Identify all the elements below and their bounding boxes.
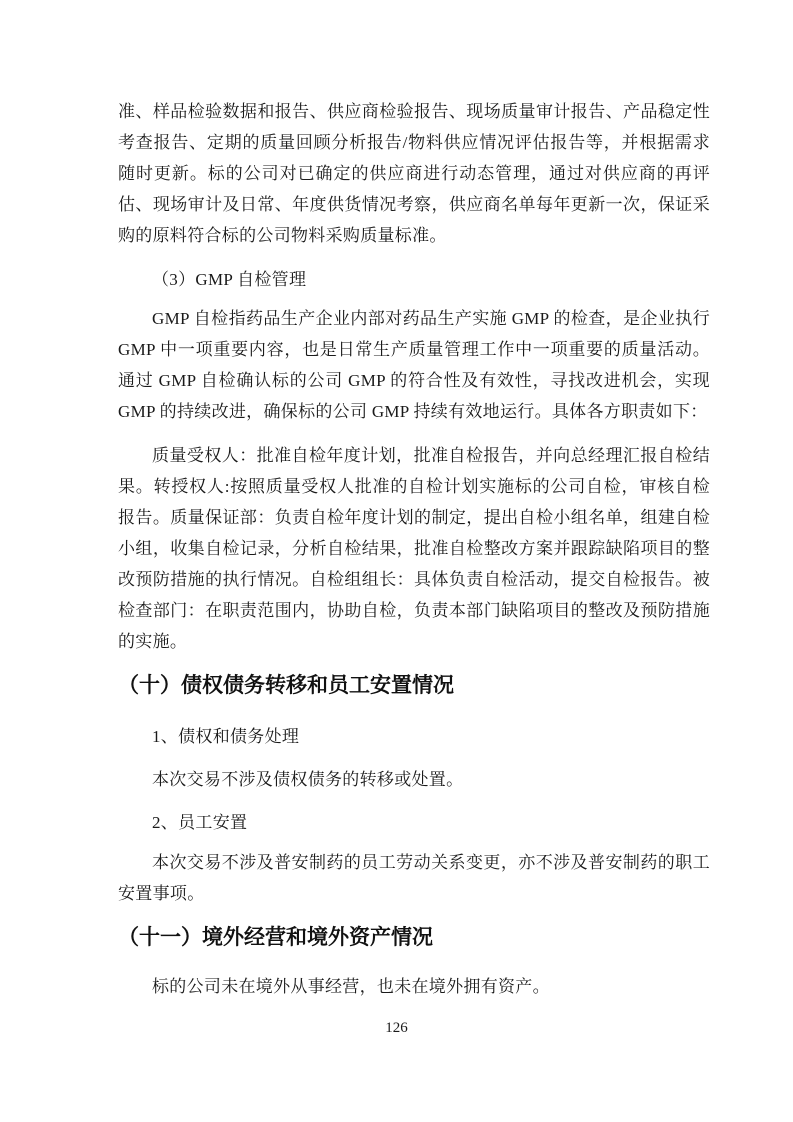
paragraph-employee-placement-statement: 本次交易不涉及普安制药的员工劳动关系变更，亦不涉及普安制药的职工安置事项。 bbox=[118, 853, 710, 903]
document-content bbox=[118, 0, 710, 1002]
item-creditor-and-debt-handling: 1、债权和债务处理 bbox=[152, 727, 300, 746]
subheading-gmp-self-inspection: （3）GMP 自检管理 bbox=[152, 270, 307, 289]
paragraph-gmp-intro: GMP 自检指药品生产企业内部对药品生产实施 GMP 的检查，是企业执行 GMP 中一项重要内容，也是日常生产质量管理工作中一项重要的质量活动。通过 GMP 自检确认标的公司 GMP 的符合性及有效性，寻找改进机会，实现 GMP 的持续改进，确保标的公司 GMP 持续有效地运行。具体各方职责如下： bbox=[118, 309, 710, 421]
paragraph-supplier-management-continuation: 准、样品检验数据和报告、供应商检验报告、现场质量审计报告、产品稳定性考查报告、定期的质量回顾分析报告/物料供应情况评估报告等，并根据需求随时更新。标的公司对已确定的供应商进行动态管理，通过对供应商的再评估、现场审计及日常、年度供货情况考察，供应商名单每年更新一次，保证采购的原料符合标的公司物料采购质量标准。 bbox=[118, 102, 710, 245]
page-number: 126 bbox=[385, 1020, 408, 1036]
heading-section-eleven-overseas-operations-assets: （十一）境外经营和境外资产情况 bbox=[118, 926, 433, 949]
heading-section-ten-debt-transfer-employee-placement: （十）债权债务转移和员工安置情况 bbox=[118, 674, 454, 697]
paragraph-creditor-debt-statement: 本次交易不涉及债权债务的转移或处置。 bbox=[152, 770, 464, 789]
paragraph-gmp-duties: 质量受权人：批准自检年度计划，批准自检报告，并向总经理汇报自检结果。转授权人:按照质量受权人批准的自检计划实施标的公司自检，审核自检报告。质量保证部：负责自检年度计划的制定，提出自检小组名单，组建自检小组，收集自检记录，分析自检结果，批准自检整改方案并跟踪缺陷项目的整改预防措施的执行情况。自检组组长：具体负责自检活动，提交自检报告。被检查部门：在职责范围内，协助自检，负责本部门缺陷项目的整改及预防措施的实施。 bbox=[118, 446, 710, 651]
item-employee-placement: 2、员工安置 bbox=[152, 813, 248, 832]
paragraph-overseas-statement: 标的公司未在境外从事经营，也未在境外拥有资产。 bbox=[152, 977, 550, 996]
